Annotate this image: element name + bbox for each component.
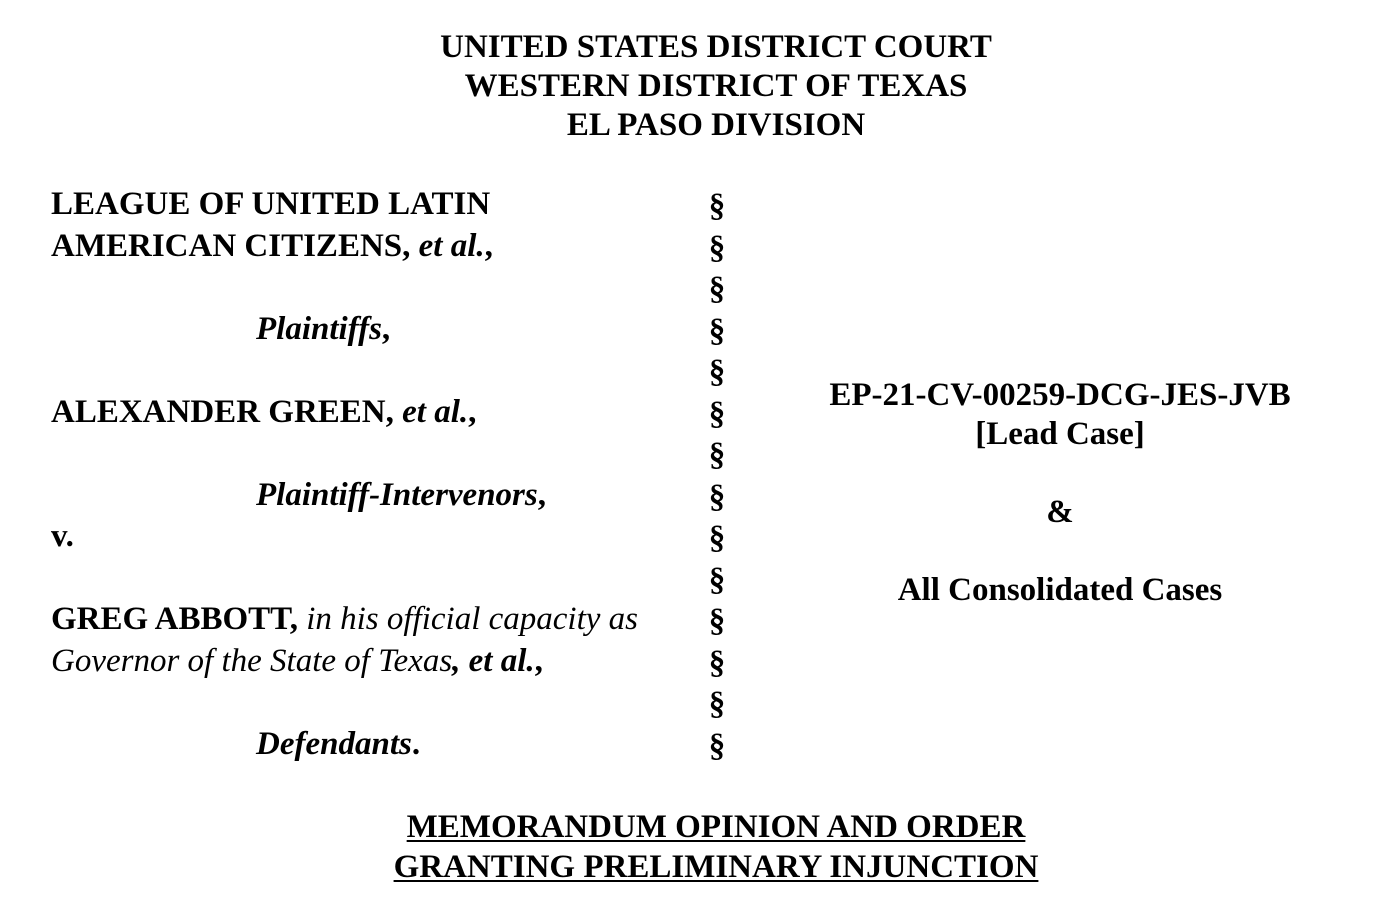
- case-number: EP-21-CV-00259-DCG-JES-JVB: [829, 377, 1291, 413]
- defendant-name-line1: [51, 599, 691, 641]
- plaintiff-name: AMERICAN CITIZENS,: [51, 227, 411, 264]
- versus: v.: [51, 518, 74, 554]
- division-name: EL PASO DIVISION: [566, 107, 866, 143]
- section-symbol: §: [708, 644, 726, 681]
- plaintiff-name-line2: [51, 226, 691, 268]
- intervenors-role: Plaintiff-Intervenors,: [256, 476, 546, 513]
- defendant-name-line2: Governor of the State of Texas, et al.,: [51, 642, 543, 679]
- ampersand: &: [1046, 494, 1074, 530]
- plaintiffs-role-label: Plaintiffs: [256, 310, 382, 347]
- section-symbol: §: [708, 561, 726, 598]
- section-symbol: §: [708, 520, 726, 556]
- court-header: [0, 28, 1374, 145]
- section-symbol: §: [708, 727, 726, 764]
- section-symbol: §: [708, 395, 726, 432]
- section-symbol: §: [708, 271, 726, 307]
- section-symbol-column: [705, 186, 729, 767]
- case-caption-parties: [51, 184, 691, 765]
- district-name: WESTERN DISTRICT OF TEXAS: [464, 68, 968, 104]
- document-title: [0, 807, 1374, 887]
- plaintiffs-role: Plaintiffs,: [256, 310, 391, 347]
- plaintiff-name-line1: LEAGUE OF UNITED LATIN: [51, 186, 491, 222]
- defendant-capacity-cont: Governor of the State of Texas: [51, 642, 453, 679]
- intervenors-role-label: Plaintiff-Intervenors: [256, 476, 538, 513]
- section-symbol: §: [708, 354, 726, 390]
- defendant-capacity: in his official capacity as: [306, 601, 638, 637]
- case-info: [790, 376, 1330, 610]
- document-title-line1: MEMORANDUM OPINION AND ORDER: [406, 809, 1026, 845]
- section-symbol: §: [708, 603, 726, 639]
- section-symbol: §: [708, 312, 726, 349]
- plaintiff-comma: ,: [484, 227, 493, 264]
- section-symbol: §: [708, 478, 726, 515]
- intervenor-name-line: ALEXANDER GREEN, et al.,: [51, 393, 477, 430]
- section-symbol: §: [708, 437, 726, 473]
- intervenor-et-al: et al.: [402, 393, 469, 430]
- section-symbol: §: [708, 686, 726, 722]
- document-title-line2: GRANTING PRELIMINARY INJUNCTION: [393, 849, 1039, 885]
- consolidated-cases-label: All Consolidated Cases: [897, 572, 1223, 608]
- defendants-role: Defendants.: [256, 725, 421, 762]
- lead-case-label: [Lead Case]: [975, 416, 1145, 452]
- plaintiff-et-al: et al.: [418, 227, 485, 264]
- defendant-et-al: , et al.: [452, 642, 535, 679]
- court-name: UNITED STATES DISTRICT COURT: [440, 29, 992, 65]
- intervenor-name: ALEXANDER GREEN,: [51, 393, 394, 430]
- section-symbol: §: [708, 229, 726, 266]
- defendant-name: GREG ABBOTT,: [51, 601, 298, 637]
- defendants-role-label: Defendants: [256, 725, 412, 762]
- section-symbol: §: [708, 188, 726, 224]
